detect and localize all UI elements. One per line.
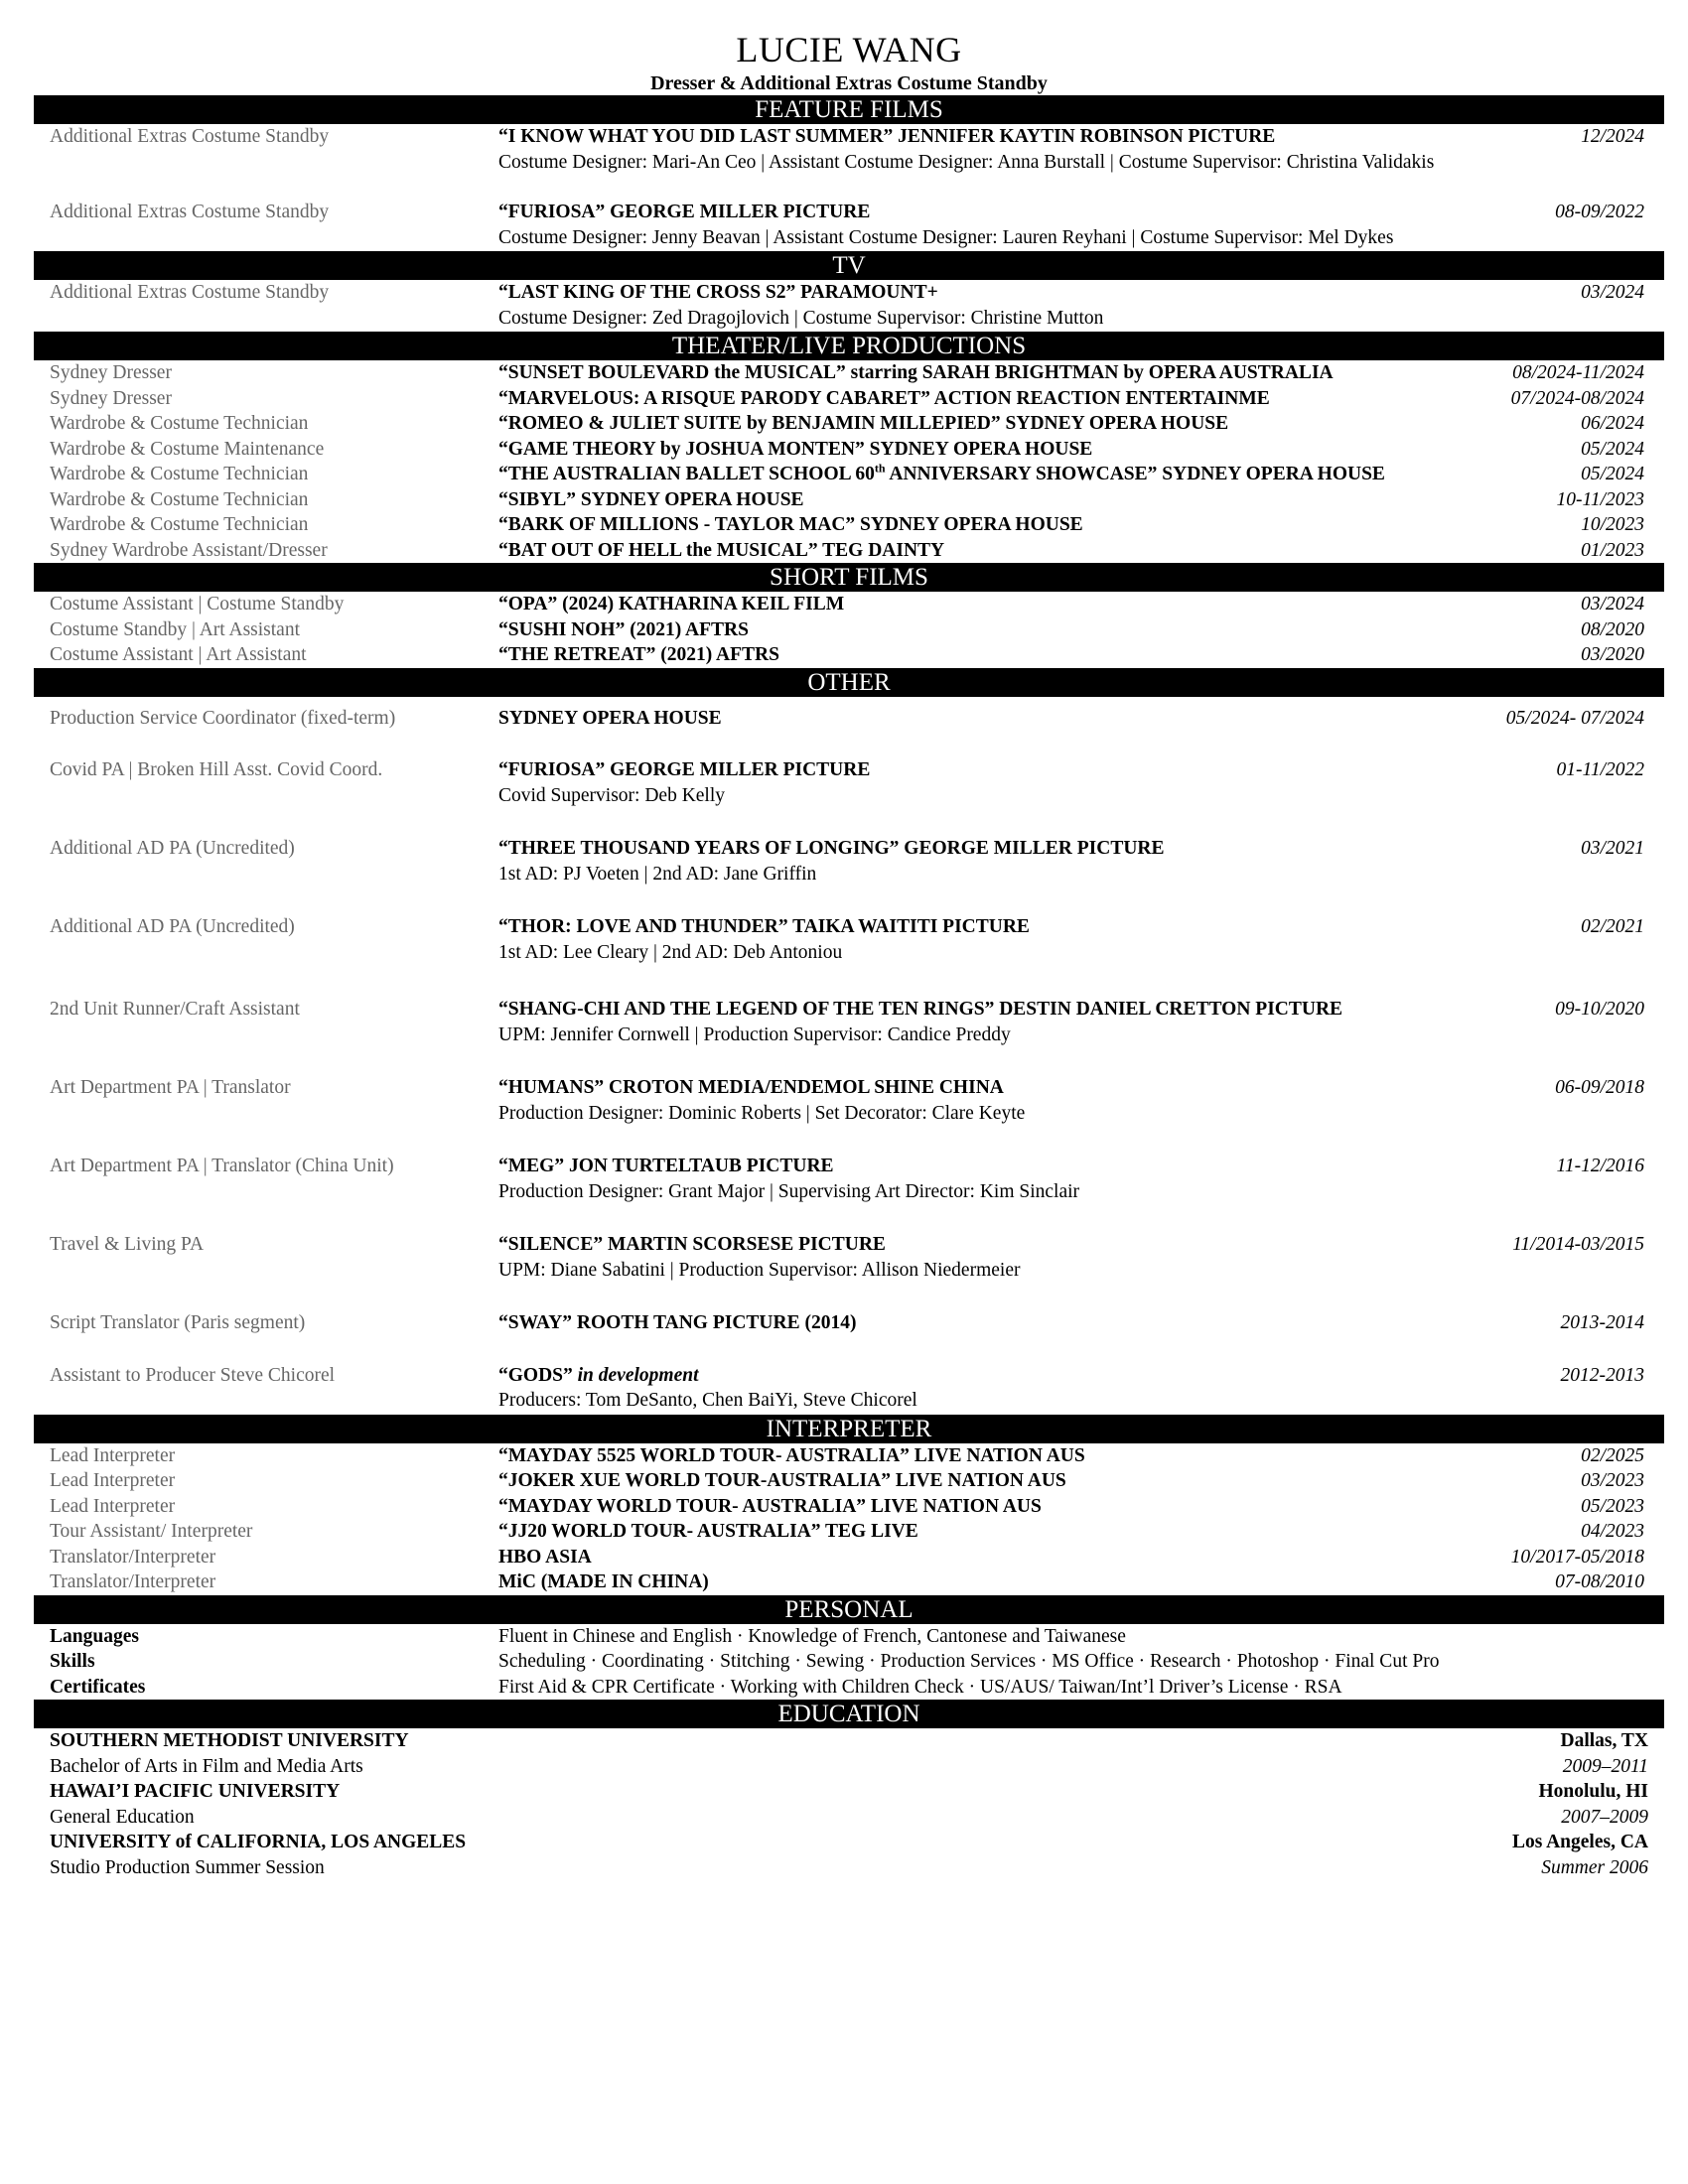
list-item xyxy=(34,280,1664,332)
education-school-row xyxy=(34,1728,1664,1754)
date: 08/2024-11/2024 xyxy=(1512,362,1644,383)
school-name: SOUTHERN METHODIST UNIVERSITY xyxy=(50,1730,409,1751)
role: Wardrobe & Costume Technician xyxy=(50,514,309,535)
role: Additional AD PA (Uncredited) xyxy=(50,838,295,859)
role: Wardrobe & Costume Technician xyxy=(50,413,309,434)
education-program-row xyxy=(34,1805,1664,1831)
project-title: “SILENCE” MARTIN SCORSESE PICTURE xyxy=(498,1234,886,1255)
date: 12/2024 xyxy=(1581,126,1644,147)
role: Production Service Coordinator (fixed-term) xyxy=(50,707,396,729)
date: 07/2024-08/2024 xyxy=(1510,387,1644,409)
title-part: “GODS” xyxy=(498,1364,573,1386)
spacer xyxy=(34,966,1664,997)
project-title: “FURIOSA” GEORGE MILLER PICTURE xyxy=(498,759,871,780)
spacer xyxy=(34,176,1664,200)
role: Lead Interpreter xyxy=(50,1444,176,1466)
date: 04/2023 xyxy=(1581,1521,1644,1542)
list-item xyxy=(34,512,1664,538)
role: Assistant to Producer Steve Chicorel xyxy=(50,1364,336,1386)
project-title: “THOR: LOVE AND THUNDER” TAIKA WAITITI PICTURE xyxy=(498,916,1030,937)
date: 02/2021 xyxy=(1581,916,1644,937)
credits: 1st AD: PJ Voeten | 2nd AD: Jane Griffin xyxy=(498,863,817,885)
education-school-row xyxy=(34,1830,1664,1855)
school-location: Los Angeles, CA xyxy=(1511,1832,1648,1852)
list-item xyxy=(34,757,1664,809)
date: 06-09/2018 xyxy=(1555,1077,1644,1098)
list-item xyxy=(34,200,1664,251)
list-item xyxy=(34,1468,1664,1494)
project-title: “OPA” (2024) KATHARINA KEIL FILM xyxy=(498,594,845,614)
project-title: “SHANG-CHI AND THE LEGEND OF THE TEN RINGS” DESTIN DANIEL CRETTON PICTURE xyxy=(498,999,1343,1020)
project-title: “BAT OUT OF HELL the MUSICAL” TEG DAINTY xyxy=(498,539,945,561)
date: 11-12/2016 xyxy=(1556,1156,1644,1176)
credits: Producers: Tom DeSanto, Chen BaiYi, Steve Chicorel xyxy=(498,1390,917,1411)
project-title: “I KNOW WHAT YOU DID LAST SUMMER” JENNIFER KAYTIN ROBINSON PICTURE xyxy=(498,126,1276,147)
list-item xyxy=(34,1519,1664,1545)
program: Bachelor of Arts in Film and Media Arts xyxy=(50,1755,363,1777)
title-part: ANNIVERSARY SHOWCASE” SYDNEY OPERA HOUSE xyxy=(885,464,1385,484)
role: Lead Interpreter xyxy=(50,1470,176,1491)
list-item xyxy=(34,1649,1664,1675)
list-item xyxy=(34,1570,1664,1595)
role: Additional Extras Costume Standby xyxy=(50,126,330,147)
date: 10/2023 xyxy=(1581,514,1644,535)
project-title: “MAYDAY WORLD TOUR- AUSTRALIA” LIVE NATION AUS xyxy=(498,1495,1042,1517)
spacer xyxy=(34,1205,1664,1232)
role: Sydney Dresser xyxy=(50,387,172,409)
list-item xyxy=(34,617,1664,643)
role: Art Department PA | Translator xyxy=(50,1077,291,1098)
credits: UPM: Diane Sabatini | Production Supervisor: Allison Niedermeier xyxy=(498,1259,1021,1281)
project-title: “FURIOSA” GEORGE MILLER PICTURE xyxy=(498,202,871,222)
spacer xyxy=(34,809,1664,836)
list-item xyxy=(34,1443,1664,1469)
spacer xyxy=(34,887,1664,914)
role: Costume Standby | Art Assistant xyxy=(50,618,301,640)
role: Wardrobe & Costume Technician xyxy=(50,488,309,510)
list-item xyxy=(34,411,1664,437)
role: Additional AD PA (Uncredited) xyxy=(50,916,295,937)
project-title: SYDNEY OPERA HOUSE xyxy=(498,707,722,729)
role: Sydney Wardrobe Assistant/Dresser xyxy=(50,539,328,561)
date: 05/2024 xyxy=(1581,464,1644,484)
project-title xyxy=(498,1363,699,1389)
school-location: Dallas, TX xyxy=(1560,1730,1648,1751)
section-theater: THEATER/LIVE PRODUCTIONS xyxy=(34,332,1664,360)
section-personal: PERSONAL xyxy=(34,1595,1664,1624)
candidate-name: LUCIE WANG xyxy=(736,30,962,69)
school-name: UNIVERSITY of CALIFORNIA, LOS ANGELES xyxy=(50,1832,467,1852)
role: Costume Assistant | Costume Standby xyxy=(50,594,345,614)
project-title: “GAME THEORY by JOSHUA MONTEN” SYDNEY OPERA HOUSE xyxy=(498,438,1093,460)
role: Wardrobe & Costume Technician xyxy=(50,464,309,484)
list-item xyxy=(34,836,1664,887)
list-item xyxy=(34,124,1664,176)
project-title xyxy=(498,462,1385,487)
list-item xyxy=(34,1310,1664,1336)
date: 03/2021 xyxy=(1581,838,1644,859)
section-other: OTHER xyxy=(34,668,1664,697)
project-title: “LAST KING OF THE CROSS S2” PARAMOUNT+ xyxy=(498,282,938,303)
list-item xyxy=(34,462,1664,487)
project-title: “SUNSET BOULEVARD the MUSICAL” starring SARAH BRIGHTMAN by OPERA AUSTRALIA xyxy=(498,362,1334,383)
project-title: “SIBYL” SYDNEY OPERA HOUSE xyxy=(498,488,804,510)
list-item xyxy=(34,1232,1664,1284)
title-part: “THE AUSTRALIAN BALLET SCHOOL 60 xyxy=(498,464,875,484)
personal-value: Scheduling · Coordinating · Stitching · Sewing · Production Services · MS Office · Research · Photoshop · Final Cut Pro xyxy=(498,1651,1440,1672)
role: Translator/Interpreter xyxy=(50,1571,216,1592)
spacer xyxy=(34,1127,1664,1154)
list-item xyxy=(34,1545,1664,1570)
role: Tour Assistant/ Interpreter xyxy=(50,1521,253,1542)
date: 01-11/2022 xyxy=(1556,759,1644,780)
list-item xyxy=(34,487,1664,513)
list-item xyxy=(34,1624,1664,1650)
years: 2009–2011 xyxy=(1562,1755,1648,1777)
project-title: “SWAY” ROOTH TANG PICTURE (2014) xyxy=(498,1312,857,1333)
list-item xyxy=(34,360,1664,386)
date: 08/2020 xyxy=(1581,618,1644,640)
project-title: “HUMANS” CROTON MEDIA/ENDEMOL SHINE CHINA xyxy=(498,1077,1004,1098)
school-name: HAWAI’I PACIFIC UNIVERSITY xyxy=(50,1781,341,1802)
list-item xyxy=(34,642,1664,668)
credits: Production Designer: Grant Major | Supervising Art Director: Kim Sinclair xyxy=(498,1180,1080,1202)
project-title: “SUSHI NOH” (2021) AFTRS xyxy=(498,618,749,640)
section-short-films: SHORT FILMS xyxy=(34,563,1664,592)
ordinal-suffix: th xyxy=(874,461,886,476)
project-title: “MAYDAY 5525 WORLD TOUR- AUSTRALIA” LIVE NATION AUS xyxy=(498,1444,1085,1466)
date: 08-09/2022 xyxy=(1555,202,1644,222)
role: Sydney Dresser xyxy=(50,362,172,383)
list-item xyxy=(34,706,1664,732)
date: 03/2023 xyxy=(1581,1470,1644,1491)
list-item xyxy=(34,997,1664,1048)
role: Additional Extras Costume Standby xyxy=(50,282,330,303)
education-school-row xyxy=(34,1779,1664,1805)
personal-value: Fluent in Chinese and English · Knowledge of French, Cantonese and Taiwanese xyxy=(498,1625,1126,1647)
resume-page xyxy=(34,0,1664,1880)
date: 10/2017-05/2018 xyxy=(1510,1546,1644,1568)
project-title: “JJ20 WORLD TOUR- AUSTRALIA” TEG LIVE xyxy=(498,1521,918,1542)
date: 03/2020 xyxy=(1581,644,1644,665)
date: 05/2024- 07/2024 xyxy=(1505,707,1644,729)
project-title: “ROMEO & JULIET SUITE by BENJAMIN MILLEPIED” SYDNEY OPERA HOUSE xyxy=(498,413,1229,434)
role: Travel & Living PA xyxy=(50,1234,205,1255)
role: Script Translator (Paris segment) xyxy=(50,1312,306,1333)
project-title: “MEG” JON TURTELTAUB PICTURE xyxy=(498,1156,834,1176)
date: 2012-2013 xyxy=(1560,1364,1644,1386)
personal-label: Languages xyxy=(50,1625,139,1647)
credits: Costume Designer: Mari-An Ceo | Assistant Costume Designer: Anna Burstall | Costume Supervisor: Christina Validakis xyxy=(498,151,1435,173)
spacer xyxy=(34,1284,1664,1310)
personal-label: Certificates xyxy=(50,1676,146,1698)
date: 10-11/2023 xyxy=(1556,488,1644,510)
personal-label: Skills xyxy=(50,1651,95,1672)
date: 01/2023 xyxy=(1581,539,1644,561)
list-item xyxy=(34,1675,1664,1701)
credits: Production Designer: Dominic Roberts | Set Decorator: Clare Keyte xyxy=(498,1102,1026,1124)
role: 2nd Unit Runner/Craft Assistant xyxy=(50,999,300,1020)
education-program-row xyxy=(34,1855,1664,1881)
years: Summer 2006 xyxy=(1541,1856,1648,1878)
list-item xyxy=(34,1494,1664,1520)
list-item xyxy=(34,1363,1664,1415)
credits: Costume Designer: Jenny Beavan | Assistant Costume Designer: Lauren Reyhani | Costume Supervisor: Mel Dykes xyxy=(498,226,1394,248)
project-title: MiC (MADE IN CHINA) xyxy=(498,1571,709,1592)
section-education: EDUCATION xyxy=(34,1700,1664,1728)
role: Lead Interpreter xyxy=(50,1495,176,1517)
list-item xyxy=(34,1154,1664,1205)
spacer xyxy=(34,731,1664,757)
years: 2007–2009 xyxy=(1561,1806,1648,1828)
list-item xyxy=(34,437,1664,463)
date: 09-10/2020 xyxy=(1555,999,1644,1020)
list-item xyxy=(34,1075,1664,1127)
program: General Education xyxy=(50,1806,195,1828)
project-title: “JOKER XUE WORLD TOUR-AUSTRALIA” LIVE NATION AUS xyxy=(498,1470,1066,1491)
credits: Costume Designer: Zed Dragojlovich | Costume Supervisor: Christine Mutton xyxy=(498,307,1104,329)
list-item xyxy=(34,592,1664,617)
date: 03/2024 xyxy=(1581,282,1644,303)
section-tv: TV xyxy=(34,251,1664,280)
candidate-subtitle: Dresser & Additional Extras Costume Standby xyxy=(650,72,1048,94)
spacer xyxy=(34,1336,1664,1363)
credits: UPM: Jennifer Cornwell | Production Supervisor: Candice Preddy xyxy=(498,1024,1011,1045)
list-item xyxy=(34,914,1664,966)
date: 2013-2014 xyxy=(1560,1312,1644,1333)
school-location: Honolulu, HI xyxy=(1538,1781,1648,1802)
date: 06/2024 xyxy=(1581,413,1644,434)
project-title: HBO ASIA xyxy=(498,1546,592,1568)
role: Costume Assistant | Art Assistant xyxy=(50,644,307,665)
title-status: in development xyxy=(572,1364,699,1386)
personal-value: First Aid & CPR Certificate · Working with Children Check · US/AUS/ Taiwan/Int’l Driver’s License · RSA xyxy=(498,1676,1342,1698)
credits: 1st AD: Lee Cleary | 2nd AD: Deb Antoniou xyxy=(498,941,843,963)
date: 07-08/2010 xyxy=(1555,1571,1644,1592)
role: Covid PA | Broken Hill Asst. Covid Coord. xyxy=(50,759,383,780)
program: Studio Production Summer Session xyxy=(50,1856,325,1878)
date: 05/2024 xyxy=(1581,438,1644,460)
role: Translator/Interpreter xyxy=(50,1546,216,1568)
role: Additional Extras Costume Standby xyxy=(50,202,330,222)
role: Wardrobe & Costume Maintenance xyxy=(50,438,325,460)
role: Art Department PA | Translator (China Unit) xyxy=(50,1156,394,1176)
list-item xyxy=(34,386,1664,412)
project-title: “MARVELOUS: A RISQUE PARODY CABARET” ACTION REACTION ENTERTAINME xyxy=(498,387,1270,409)
education-program-row xyxy=(34,1754,1664,1780)
spacer xyxy=(34,1048,1664,1075)
date: 02/2025 xyxy=(1581,1444,1644,1466)
project-title: “THREE THOUSAND YEARS OF LONGING” GEORGE MILLER PICTURE xyxy=(498,838,1165,859)
spacer xyxy=(34,697,1664,706)
project-title: “THE RETREAT” (2021) AFTRS xyxy=(498,644,779,665)
date: 03/2024 xyxy=(1581,594,1644,614)
credits: Covid Supervisor: Deb Kelly xyxy=(498,784,726,806)
project-title: “BARK OF MILLIONS - TAYLOR MAC” SYDNEY OPERA HOUSE xyxy=(498,514,1083,535)
date: 11/2014-03/2015 xyxy=(1512,1234,1644,1255)
list-item xyxy=(34,538,1664,564)
section-feature-films: FEATURE FILMS xyxy=(34,95,1664,124)
date: 05/2023 xyxy=(1581,1495,1644,1517)
section-interpreter: INTERPRETER xyxy=(34,1415,1664,1443)
